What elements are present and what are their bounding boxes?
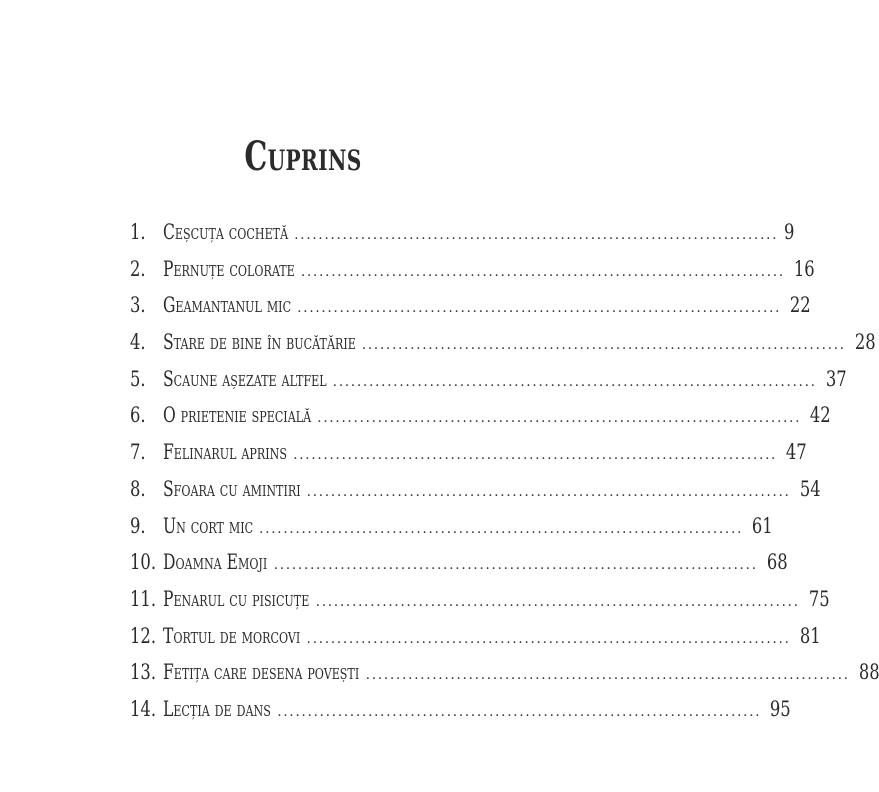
dot-leader: ................................................................................	[315, 593, 800, 610]
toc-entry-number: 5.	[130, 366, 146, 391]
toc-entry-title: Ceșcuța cochetă	[163, 220, 289, 244]
toc-entry-number: 14.	[130, 696, 157, 721]
toc-entry	[130, 251, 815, 288]
toc-entry	[130, 434, 807, 471]
dot-leader: ................................................................................	[273, 557, 758, 574]
toc-entry	[130, 324, 876, 361]
toc-entry-number: 4.	[130, 330, 146, 355]
toc-entry-number: 13.	[130, 660, 157, 685]
toc-entry	[130, 397, 831, 434]
toc-entry-page: 68	[766, 550, 788, 575]
toc-entry-title: Pernuțe colorate	[163, 256, 295, 281]
toc-entry-title: O prietenie specială	[163, 403, 312, 428]
table-of-contents	[130, 214, 879, 728]
toc-entry-number: 9.	[130, 513, 146, 538]
toc-entry-page: 37	[825, 366, 847, 391]
toc-entry	[130, 287, 811, 324]
dot-leader: ................................................................................	[365, 667, 850, 684]
toc-entry-number: 3.	[130, 293, 146, 318]
toc-entry-page: 81	[799, 623, 821, 648]
toc-entry	[130, 471, 821, 508]
dot-leader: ................................................................................	[277, 703, 762, 720]
toc-entry-page: 42	[810, 403, 831, 428]
toc-entry-page: 22	[789, 293, 811, 318]
toc-entry	[130, 581, 830, 618]
toc-entry-number: 8.	[130, 476, 146, 501]
toc-entry	[130, 361, 847, 398]
toc-entry-number: 2.	[130, 256, 146, 281]
toc-entry	[130, 508, 773, 545]
toc-entry	[130, 691, 791, 728]
dot-leader: ................................................................................	[332, 373, 817, 390]
toc-entry-title: Felinarul aprins	[163, 440, 287, 465]
toc-entry	[130, 214, 795, 251]
toc-entry-title: Tortul de morcovi	[163, 623, 301, 648]
toc-entry-page: 47	[785, 440, 807, 465]
toc-entry-title: Sfoara cu amintiri	[163, 476, 301, 501]
toc-entry	[130, 544, 788, 581]
dot-leader: ................................................................................	[293, 447, 778, 464]
toc-entry-title: Un cort mic	[163, 513, 254, 538]
toc-entry-number: 1.	[130, 220, 146, 244]
toc-entry-title: Doamna Emoji	[163, 550, 268, 575]
toc-entry-page: 95	[770, 696, 791, 721]
toc-entry	[130, 654, 879, 691]
toc-entry-page: 88	[858, 660, 879, 685]
dot-leader: ................................................................................	[361, 337, 846, 354]
dot-leader: ................................................................................	[300, 263, 785, 280]
toc-entry-title: Fetița care desena povești	[163, 660, 360, 685]
toc-entry-number: 10.	[130, 550, 157, 575]
toc-entry-page: 54	[799, 476, 821, 501]
toc-entry-page: 16	[793, 256, 815, 281]
toc-entry-page: 61	[751, 513, 773, 538]
toc-entry-page: 9	[784, 220, 795, 244]
dot-leader: ................................................................................	[317, 410, 802, 427]
page-title: Cuprins	[244, 132, 362, 180]
toc-entry-number: 12.	[130, 623, 157, 648]
toc-entry-page: 75	[808, 586, 830, 611]
toc-entry-number: 11.	[130, 586, 157, 611]
dot-leader: ................................................................................	[259, 520, 744, 537]
toc-entry-title: Stare de bine în bucătărie	[163, 330, 356, 355]
dot-leader: ................................................................................	[306, 630, 791, 647]
dot-leader: ................................................................................	[297, 300, 782, 317]
toc-entry-title: Penarul cu pisicuțe	[163, 586, 310, 611]
toc-entry-title: Lecția de dans	[163, 696, 272, 721]
toc-entry	[130, 618, 821, 655]
toc-entry-title: Geamantanul mic	[163, 293, 292, 318]
toc-entry-page: 28	[854, 330, 876, 355]
toc-entry-number: 7.	[130, 440, 146, 465]
dot-leader: ................................................................................	[306, 483, 791, 500]
toc-entry-number: 6.	[130, 403, 146, 428]
dot-leader: ................................................................................	[294, 227, 779, 243]
toc-entry-title: Scaune așezate altfel	[163, 366, 327, 391]
